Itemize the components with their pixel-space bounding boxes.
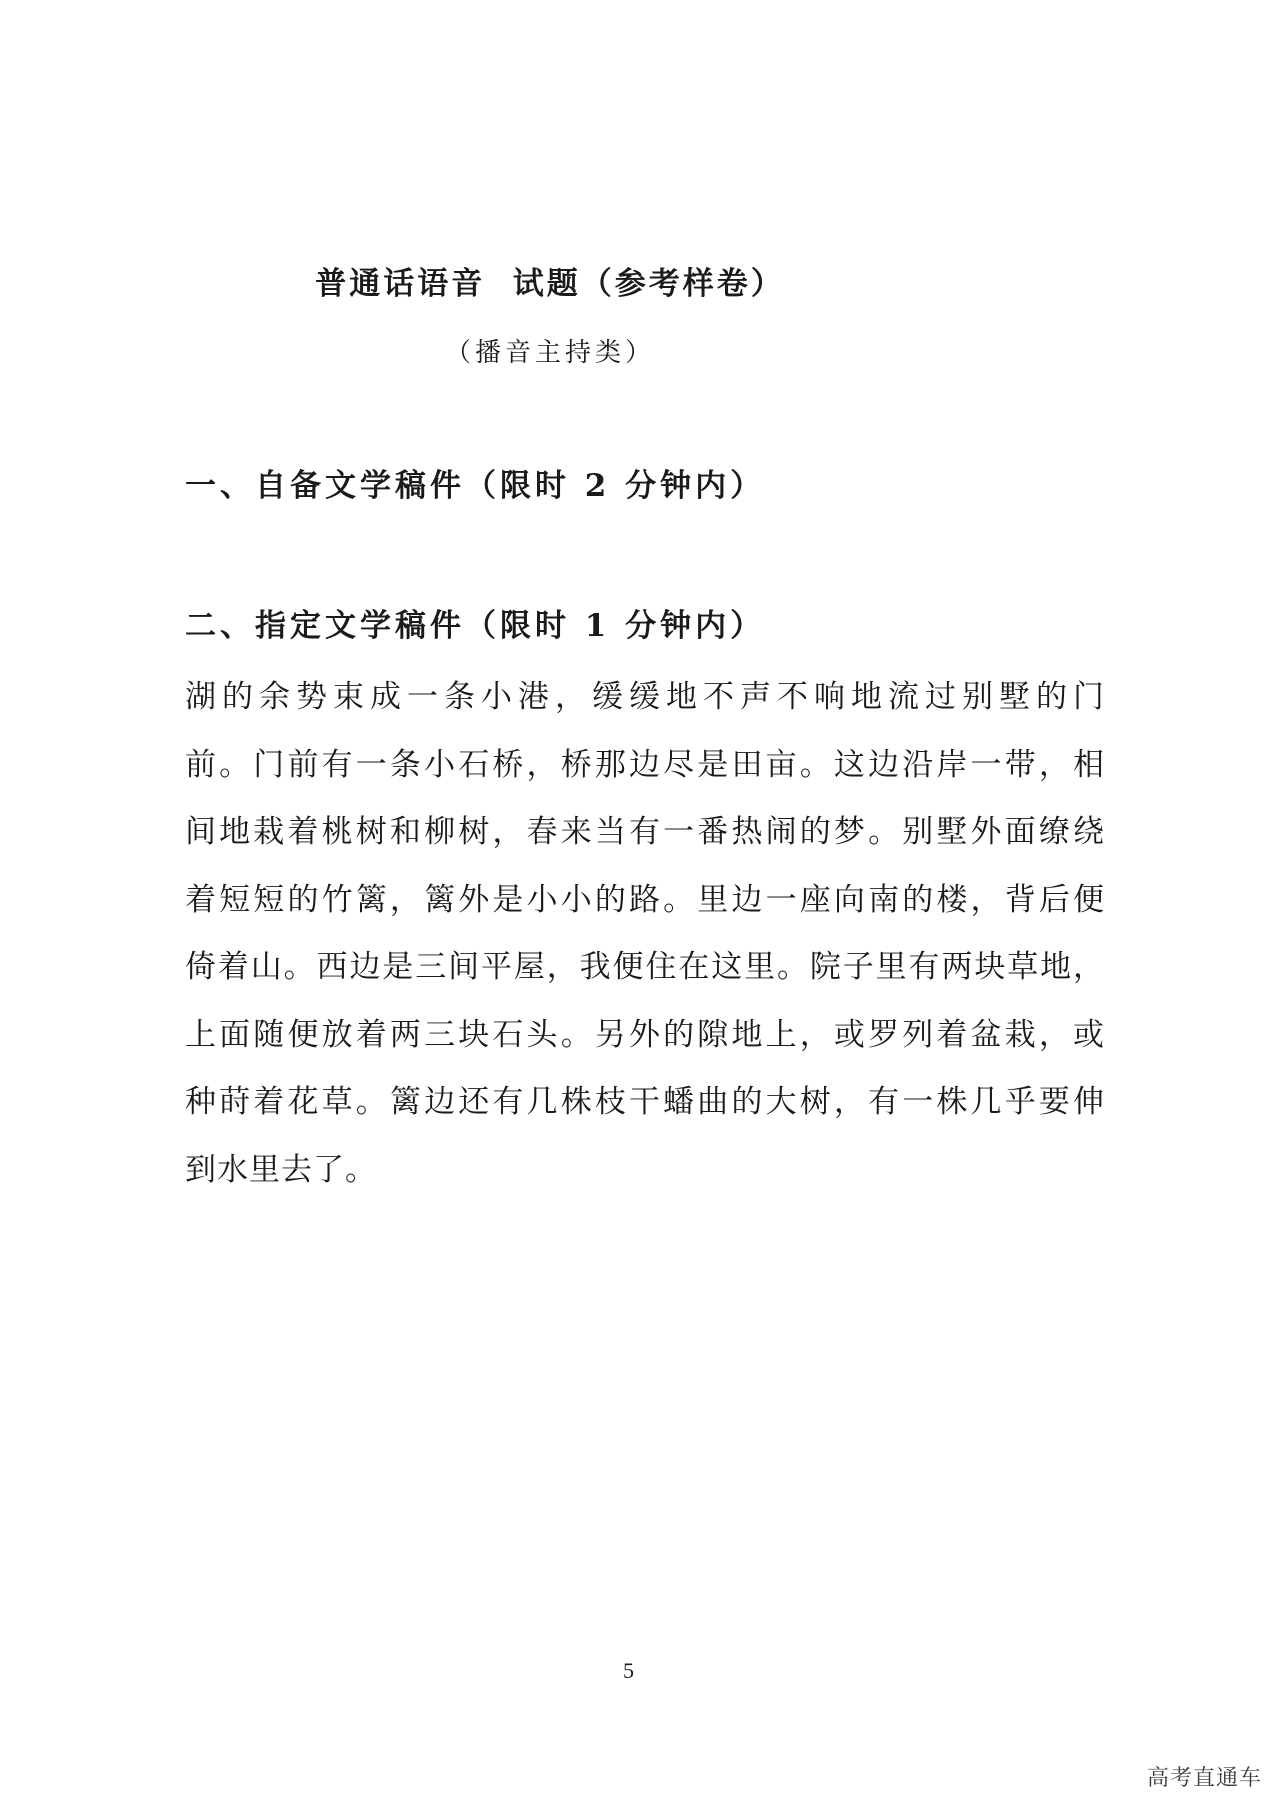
section-heading-2: 二、指定文学稿件（限时 1 分钟内） (185, 608, 766, 644)
passage-line: 种莳着花草。篱边还有几株枝干蟠曲的大树，有一株几乎要伸 (185, 1084, 1105, 1120)
page-title: 普通话语音 试题（参考样卷） (315, 266, 785, 302)
passage-text (185, 664, 1105, 1204)
passage-line: 到水里去了。 (185, 1151, 377, 1188)
page-number: 5 (623, 1658, 634, 1683)
page-subtitle: （播音主持类） (444, 338, 655, 368)
passage-line: 倚着山。西边是三间平屋，我便住在这里。院子里有两块草地， (185, 949, 1105, 985)
passage-line: 上面随便放着两三块石头。另外的隙地上，或罗列着盆栽，或 (185, 1016, 1105, 1053)
passage-line: 间地栽着桃树和柳树，春来当有一番热闹的梦。别墅外面缭绕 (185, 814, 1105, 850)
watermark-text: 高考直通车 (1146, 1766, 1262, 1791)
passage-line: 前。门前有一条小石桥，桥那边尽是田亩。这边沿岸一带，相 (185, 746, 1105, 783)
section-heading-1: 一、自备文学稿件（限时 2 分钟内） (185, 468, 766, 504)
passage-line: 湖的余势束成一条小港，缓缓地不声不响地流过别墅的门 (185, 679, 1105, 715)
passage-line: 着短短的竹篱，篱外是小小的路。里边一座向南的楼，背后便 (185, 881, 1105, 918)
